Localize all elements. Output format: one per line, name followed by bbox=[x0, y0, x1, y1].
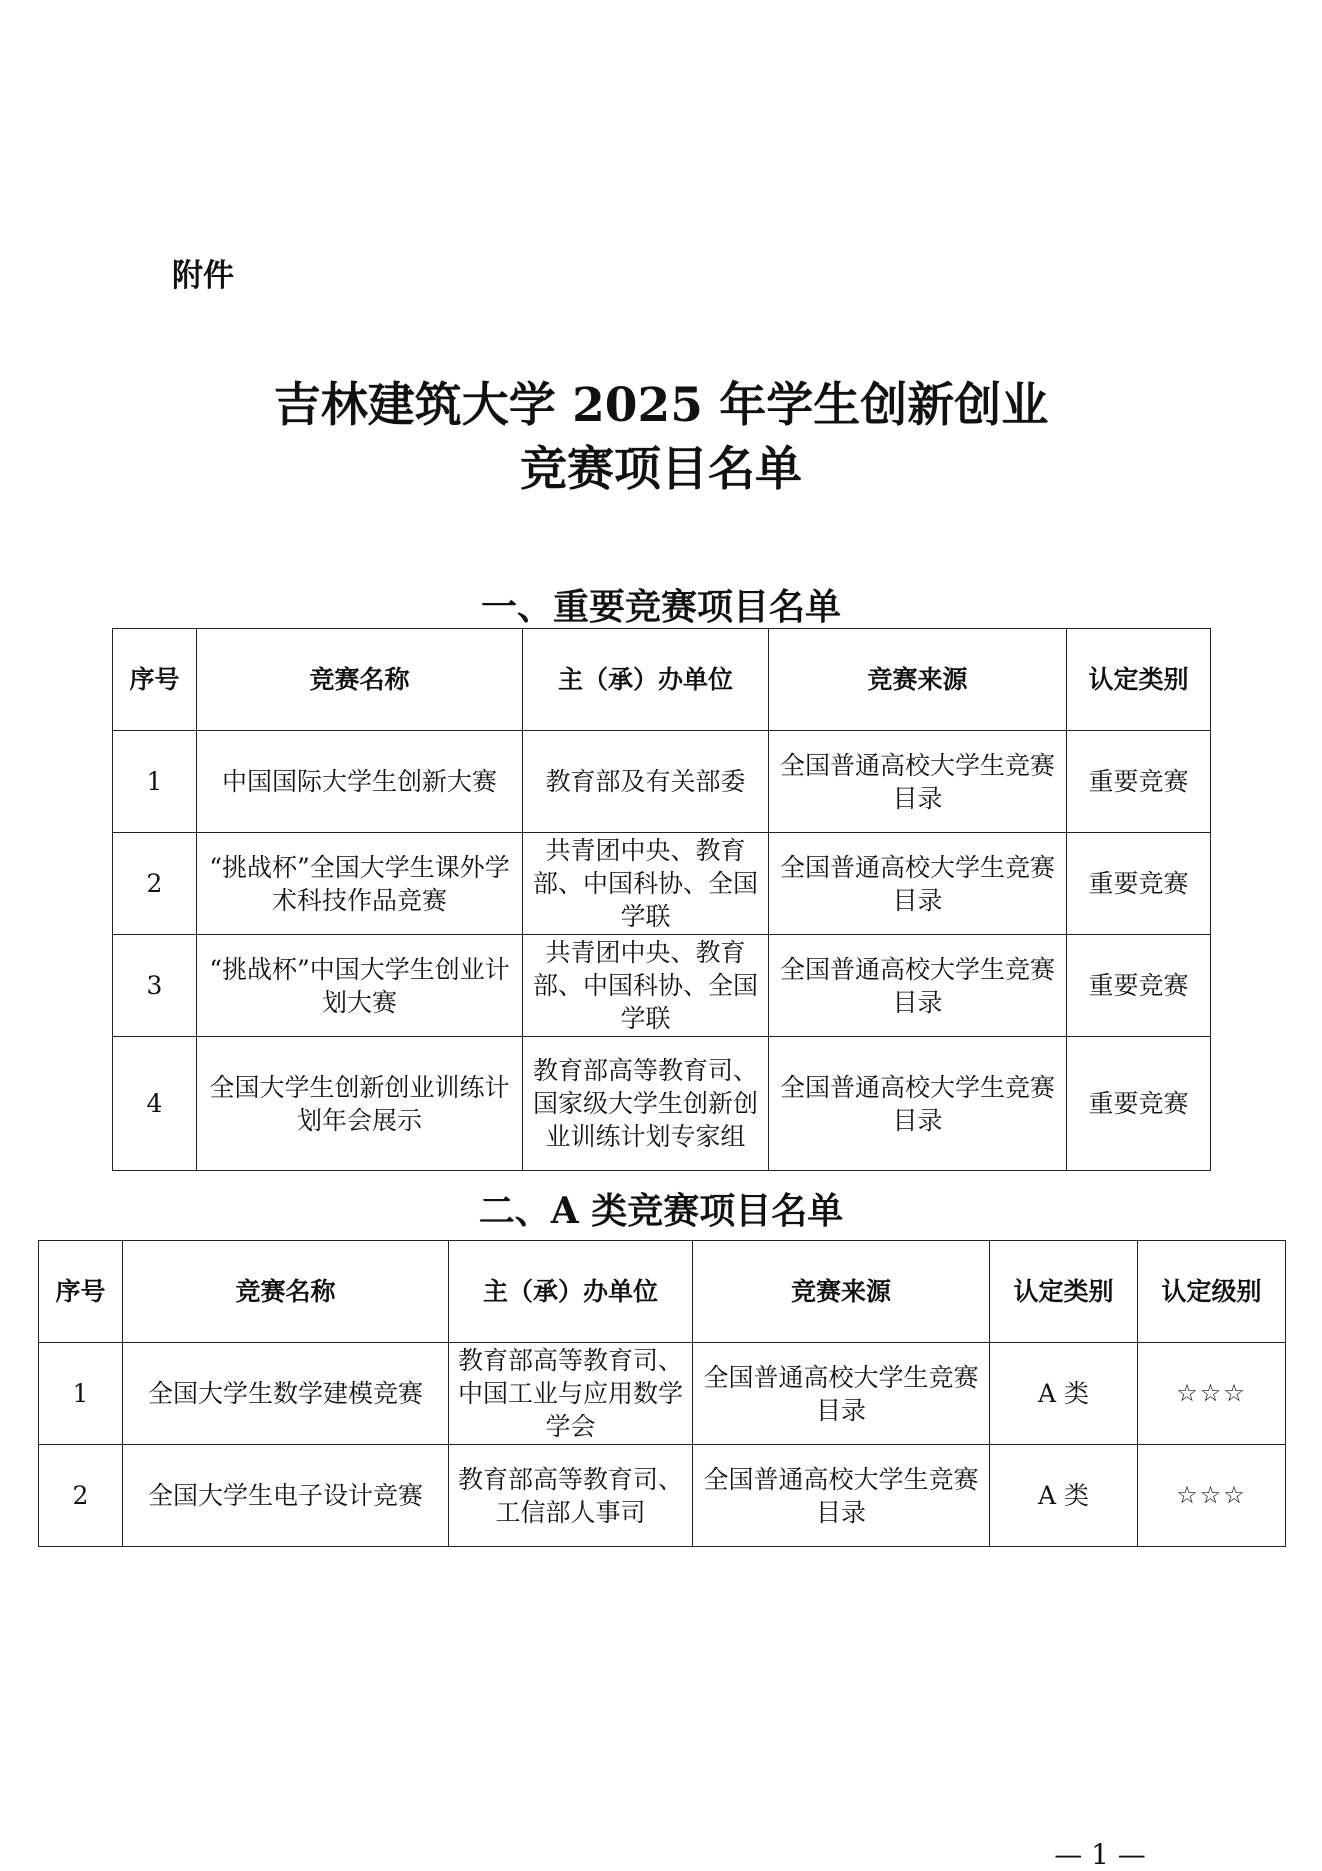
cell-name: 全国大学生创新创业训练计划年会展示 bbox=[197, 1037, 523, 1171]
cell-source: 全国普通高校大学生竞赛目录 bbox=[769, 1037, 1067, 1171]
header-no: 序号 bbox=[39, 1241, 123, 1343]
cell-organizer: 教育部高等教育司、中国工业与应用数学学会 bbox=[449, 1343, 693, 1445]
cell-no: 1 bbox=[39, 1343, 123, 1445]
table-row bbox=[113, 833, 1211, 935]
cell-organizer: 教育部及有关部委 bbox=[523, 731, 769, 833]
header-organizer: 主（承）办单位 bbox=[449, 1241, 693, 1343]
a-class-competitions-table bbox=[38, 1240, 1286, 1547]
table-row bbox=[113, 731, 1211, 833]
cell-category: 重要竞赛 bbox=[1067, 833, 1211, 935]
table-row bbox=[113, 1037, 1211, 1171]
cell-category: 重要竞赛 bbox=[1067, 1037, 1211, 1171]
cell-category: A 类 bbox=[990, 1343, 1138, 1445]
header-organizer: 主（承）办单位 bbox=[523, 629, 769, 731]
cell-name: “挑战杯”全国大学生课外学术科技作品竞赛 bbox=[197, 833, 523, 935]
header-name: 竞赛名称 bbox=[197, 629, 523, 731]
table-row bbox=[39, 1445, 1286, 1547]
cell-name: 中国国际大学生创新大赛 bbox=[197, 731, 523, 833]
cell-no: 3 bbox=[113, 935, 197, 1037]
attachment-label: 附件 bbox=[172, 258, 234, 294]
cell-no: 1 bbox=[113, 731, 197, 833]
header-category: 认定类别 bbox=[990, 1241, 1138, 1343]
important-competitions-table bbox=[112, 628, 1211, 1171]
section2-title: 二、A 类竞赛项目名单 bbox=[478, 1190, 844, 1232]
table-row bbox=[39, 1343, 1286, 1445]
header-source: 竞赛来源 bbox=[769, 629, 1067, 731]
cell-no: 2 bbox=[39, 1445, 123, 1547]
cell-source: 全国普通高校大学生竞赛目录 bbox=[693, 1445, 990, 1547]
cell-no: 2 bbox=[113, 833, 197, 935]
cell-organizer: 共青团中央、教育部、中国科协、全国学联 bbox=[523, 833, 769, 935]
cell-no: 4 bbox=[113, 1037, 197, 1171]
cell-level-stars: ☆☆☆ bbox=[1138, 1343, 1286, 1445]
cell-name: “挑战杯”中国大学生创业计划大赛 bbox=[197, 935, 523, 1037]
table-header-row bbox=[113, 629, 1211, 731]
cell-category: 重要竞赛 bbox=[1067, 731, 1211, 833]
cell-source: 全国普通高校大学生竞赛目录 bbox=[769, 935, 1067, 1037]
table-header-row bbox=[39, 1241, 1286, 1343]
cell-source: 全国普通高校大学生竞赛目录 bbox=[769, 833, 1067, 935]
cell-organizer: 教育部高等教育司、工信部人事司 bbox=[449, 1445, 693, 1547]
header-category: 认定类别 bbox=[1067, 629, 1211, 731]
page-title bbox=[0, 374, 1322, 502]
cell-name: 全国大学生数学建模竞赛 bbox=[123, 1343, 449, 1445]
cell-source: 全国普通高校大学生竞赛目录 bbox=[693, 1343, 990, 1445]
header-name: 竞赛名称 bbox=[123, 1241, 449, 1343]
cell-organizer: 教育部高等教育司、国家级大学生创新创业训练计划专家组 bbox=[523, 1037, 769, 1171]
header-source: 竞赛来源 bbox=[693, 1241, 990, 1343]
cell-category: 重要竞赛 bbox=[1067, 935, 1211, 1037]
cell-level-stars: ☆☆☆ bbox=[1138, 1445, 1286, 1547]
title-line-2: 竞赛项目名单 bbox=[520, 442, 802, 497]
cell-organizer: 共青团中央、教育部、中国科协、全国学联 bbox=[523, 935, 769, 1037]
title-line-1: 吉林建筑大学 2025 年学生创新创业 bbox=[273, 378, 1049, 433]
page-number: — 1 — bbox=[1054, 1838, 1146, 1871]
table-row bbox=[113, 935, 1211, 1037]
header-level: 认定级别 bbox=[1138, 1241, 1286, 1343]
cell-name: 全国大学生电子设计竞赛 bbox=[123, 1445, 449, 1547]
header-no: 序号 bbox=[113, 629, 197, 731]
section1-title: 一、重要竞赛项目名单 bbox=[480, 586, 841, 628]
cell-category: A 类 bbox=[990, 1445, 1138, 1547]
cell-source: 全国普通高校大学生竞赛目录 bbox=[769, 731, 1067, 833]
